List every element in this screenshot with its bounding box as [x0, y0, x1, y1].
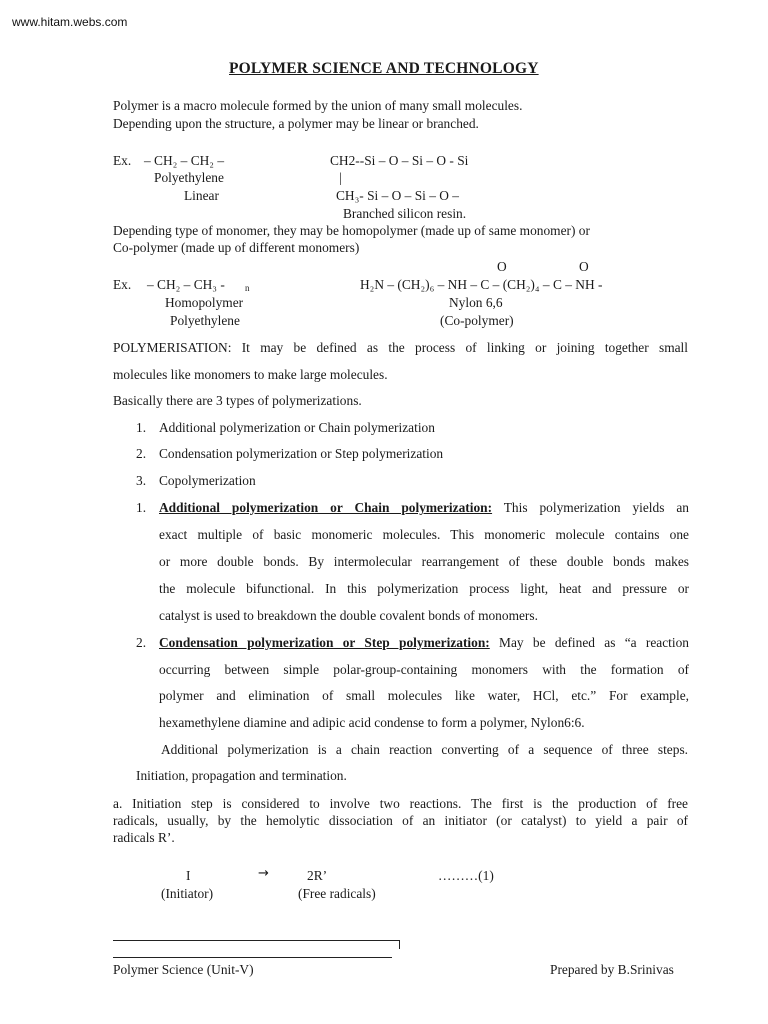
type-2-num: 2.	[136, 446, 147, 461]
eq-reactant: I	[186, 868, 191, 883]
branch-formula-top: CH2--Si – O – Si – O - Si	[330, 153, 469, 168]
detail-2-line: occurring between simple polar-group-containing monomers with the formation of	[159, 662, 689, 677]
right-arrow-icon: →	[258, 866, 269, 881]
detail-2-line: hexamethylene diamine and adipic acid condense to form a polymer, Nylon6:6.	[159, 715, 585, 730]
footer-rule-bottom	[113, 957, 392, 958]
homopolymer-formula: – CH₂ – CH₃ -	[147, 277, 225, 292]
oxygen-label-1: O	[497, 259, 507, 274]
detail-1-line: the molecule bifunctional. In this polymerization process light, heat and pressure or	[159, 581, 689, 596]
footer-right: Prepared by B.Srinivas	[550, 962, 674, 977]
detail-1-first-rest: This polymerization yields an	[492, 500, 689, 515]
footer-rule-top	[113, 940, 400, 941]
initiation-line-1: a. Initiation step is considered to involve two reactions. The first is the production of free	[113, 796, 688, 811]
branch-formula-bottom: CH₃- Si – O – Si – O –	[336, 188, 459, 203]
chain-line-2: Initiation, propagation and termination.	[136, 768, 347, 783]
homopolymer-n: n	[245, 283, 250, 293]
detail-2-first-line	[159, 635, 689, 650]
detail-1-first-line	[159, 500, 689, 515]
intro-line-2: Depending upon the structure, a polymer may be linear or branched.	[113, 116, 479, 131]
branch-bar: |	[339, 170, 342, 185]
nylon-formula: H₂N – (CH₂)₆ – NH – C – (CH₂)₄ – C – NH -	[360, 277, 603, 292]
initiation-line-3: radicals R’.	[113, 830, 175, 845]
type-3-num: 3.	[136, 473, 147, 488]
detail-2-num: 2.	[136, 635, 147, 650]
detail-2-heading: Condensation polymerization or Step polymerization:	[159, 635, 490, 650]
intro-line-1: Polymer is a macro molecule formed by the union of many small molecules.	[113, 98, 523, 113]
eq-product: 2R’	[307, 868, 328, 883]
detail-2-first-rest: May be defined as “a reaction	[489, 635, 690, 650]
footer-left: Polymer Science (Unit-V)	[113, 962, 254, 977]
detail-1-line: or more double bonds. By intermolecular rearrangement of these double bonds makes	[159, 554, 689, 569]
linear-type: Linear	[184, 188, 219, 203]
detail-1-line: catalyst is used to breakdown the double covalent bonds of monomers.	[159, 608, 538, 623]
polymerisation-line-1: POLYMERISATION: It may be defined as the process of linking or joining together small	[113, 340, 688, 355]
polymerisation-line-2: molecules like monomers to make large molecules.	[113, 367, 388, 382]
linear-name: Polyethylene	[154, 170, 224, 185]
nylon-name: Nylon 6,6	[449, 295, 503, 310]
monomer-line-1: Depending type of monomer, they may be homopolymer (made up of same monomer) or	[113, 223, 590, 238]
eq-number: ………(1)	[438, 868, 494, 883]
type-3-text: Copolymerization	[159, 473, 256, 488]
homopolymer-sub: Polyethylene	[170, 313, 240, 328]
initiation-line-2: radicals, usually, by the hemolytic dissociation of an initiator (or catalyst) to yield a pair of	[113, 813, 688, 828]
eq-reactant-label: (Initiator)	[161, 886, 214, 901]
footer-rule-tick	[399, 940, 400, 949]
type-2-text: Condensation polymerization or Step polymerization	[159, 446, 444, 461]
nylon-sub: (Co-polymer)	[440, 313, 514, 328]
oxygen-label-2: O	[579, 259, 589, 274]
detail-1-heading: Additional polymerization or Chain polymerization:	[159, 500, 493, 515]
page-title: POLYMER SCIENCE AND TECHNOLOGY	[229, 60, 539, 77]
detail-1-line: exact multiple of basic monomeric molecules. This monomeric molecule contains one	[159, 527, 689, 542]
type-1-num: 1.	[136, 420, 147, 435]
linear-formula: – CH₂ – CH₂ –	[144, 153, 225, 168]
monomer-line-2: Co-polymer (made up of different monomers)	[113, 240, 360, 255]
detail-2-line: polymer and elimination of small molecules like water, HCl, etc.” For example,	[159, 688, 689, 703]
eq-product-label: (Free radicals)	[298, 886, 376, 901]
ex2-label: Ex.	[113, 277, 132, 292]
ex1-label: Ex.	[113, 153, 132, 168]
homopolymer-name: Homopolymer	[165, 295, 244, 310]
header-url: www.hitam.webs.com	[12, 15, 128, 29]
type-1-text: Additional polymerization or Chain polymerization	[159, 420, 435, 435]
branch-name: Branched silicon resin.	[343, 206, 467, 221]
detail-1-num: 1.	[136, 500, 147, 515]
chain-line-1: Additional polymerization is a chain reaction converting of a sequence of three steps.	[161, 742, 688, 757]
types-intro: Basically there are 3 types of polymerizations.	[113, 393, 362, 408]
